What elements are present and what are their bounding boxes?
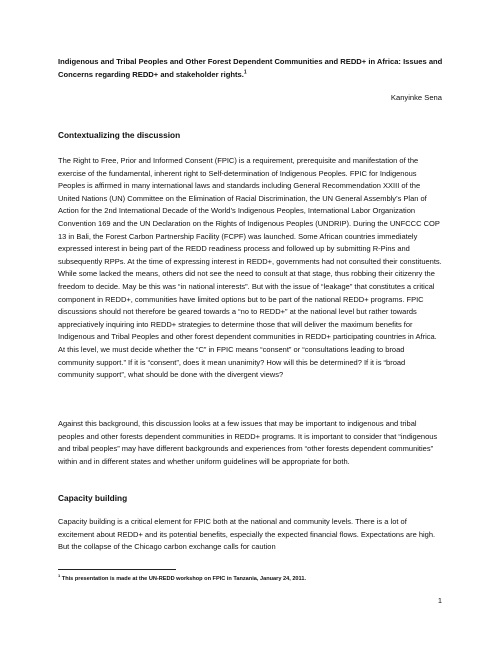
document-title [58, 56, 448, 81]
paragraph-capacity-building: Capacity building is a critical element for FPIC both at the national and community levels. There is a lot of excitement about REDD+ and its potential benefits, especially the expected financial flows. Expectations are high. But the collapse of the Chicago carbon exchange calls for caution [58, 517, 436, 552]
section-heading-capacity: Capacity building [58, 493, 128, 503]
title-footnote-marker[interactable]: 1 [243, 68, 247, 75]
paragraph-fpic-context: The Right to Free, Prior and Informed Consent (FPIC) is a requirement, prerequisite and manifestation of the exercise of the fundamental, inherent right to Self-determination of Indigenous Peoples. FPIC for Indigenous Peoples is affirmed in many international laws and standards including General Recommendation XXIII of the United Nations (UN) Committee on the Elimination of Racial Discrimination, the UN General Assembly’s Plan of Action for the 2nd International Decade of the World’s Indigenous Peoples, International Labor Organization Convention 169 and the UN Declaration on the Rights of Indigenous Peoples (UNDRIP). During the UNFCCC COP 13 in Bali, the Forest Carbon Partnership Facility (FCPF) was launched. Some African countries immediately expressed interest in being part of the REDD readiness process and followed up by submitting R-Pins and subsequently RPPs. At the time of expressing interest in REDD+, governments had not consulted their constituents. While some lacked the means, others did not see the need to consult at that stage, thus robbing their citizenry the freedom to decide. May be this was “in national interests”. But with the issue of “leakage” that constitutes a critical component in REDD+, communities have limited options but to be part of the national REDD+ programs. FPIC discussions should not therefore be geared towards a “no to REDD+” at the national level but rather towards appreciatively inquiring into REDD+ strategies to determine those that will deliver the maximum benefits for Indigenous and Tribal Peoples and other forest dependent communities in REDD+ participating countries in Africa. At this level, we must decide whether the “C” in FPIC means “consent” or “consultations leading to broad community support.” If it is “consent”, does it mean unanimity? How will this be determined? If it is “broad community support”, what should be done with the divergent views? [58, 156, 442, 380]
footnote [58, 573, 307, 582]
page-number: 1 [437, 596, 442, 605]
footnote-divider [58, 569, 176, 570]
title-text: Indigenous and Tribal Peoples and Other Forest Dependent Communities and REDD+ in Africa: Issues and Concerns regarding REDD+ and stakeholder rights. [58, 57, 443, 79]
section-heading-context: Contextualizing the discussion [58, 130, 181, 140]
paragraph-background: Against this background, this discussion looks at a few issues that may be important to indigenous and tribal peoples and other forests dependent communities in REDD+ programs. It is important to consider that “indigenous and tribal peoples” may have different backgrounds and experiences from “other forests dependent communities” within and in different states and whether uniform guidelines will be appropriate for both. [58, 419, 438, 466]
author-name: Kanyinke Sena [390, 93, 442, 102]
footnote-text: This presentation is made at the UN-REDD workshop on FPIC in Tanzania, January 24, 2011. [61, 576, 307, 582]
footnote-marker: 1 [58, 573, 61, 579]
